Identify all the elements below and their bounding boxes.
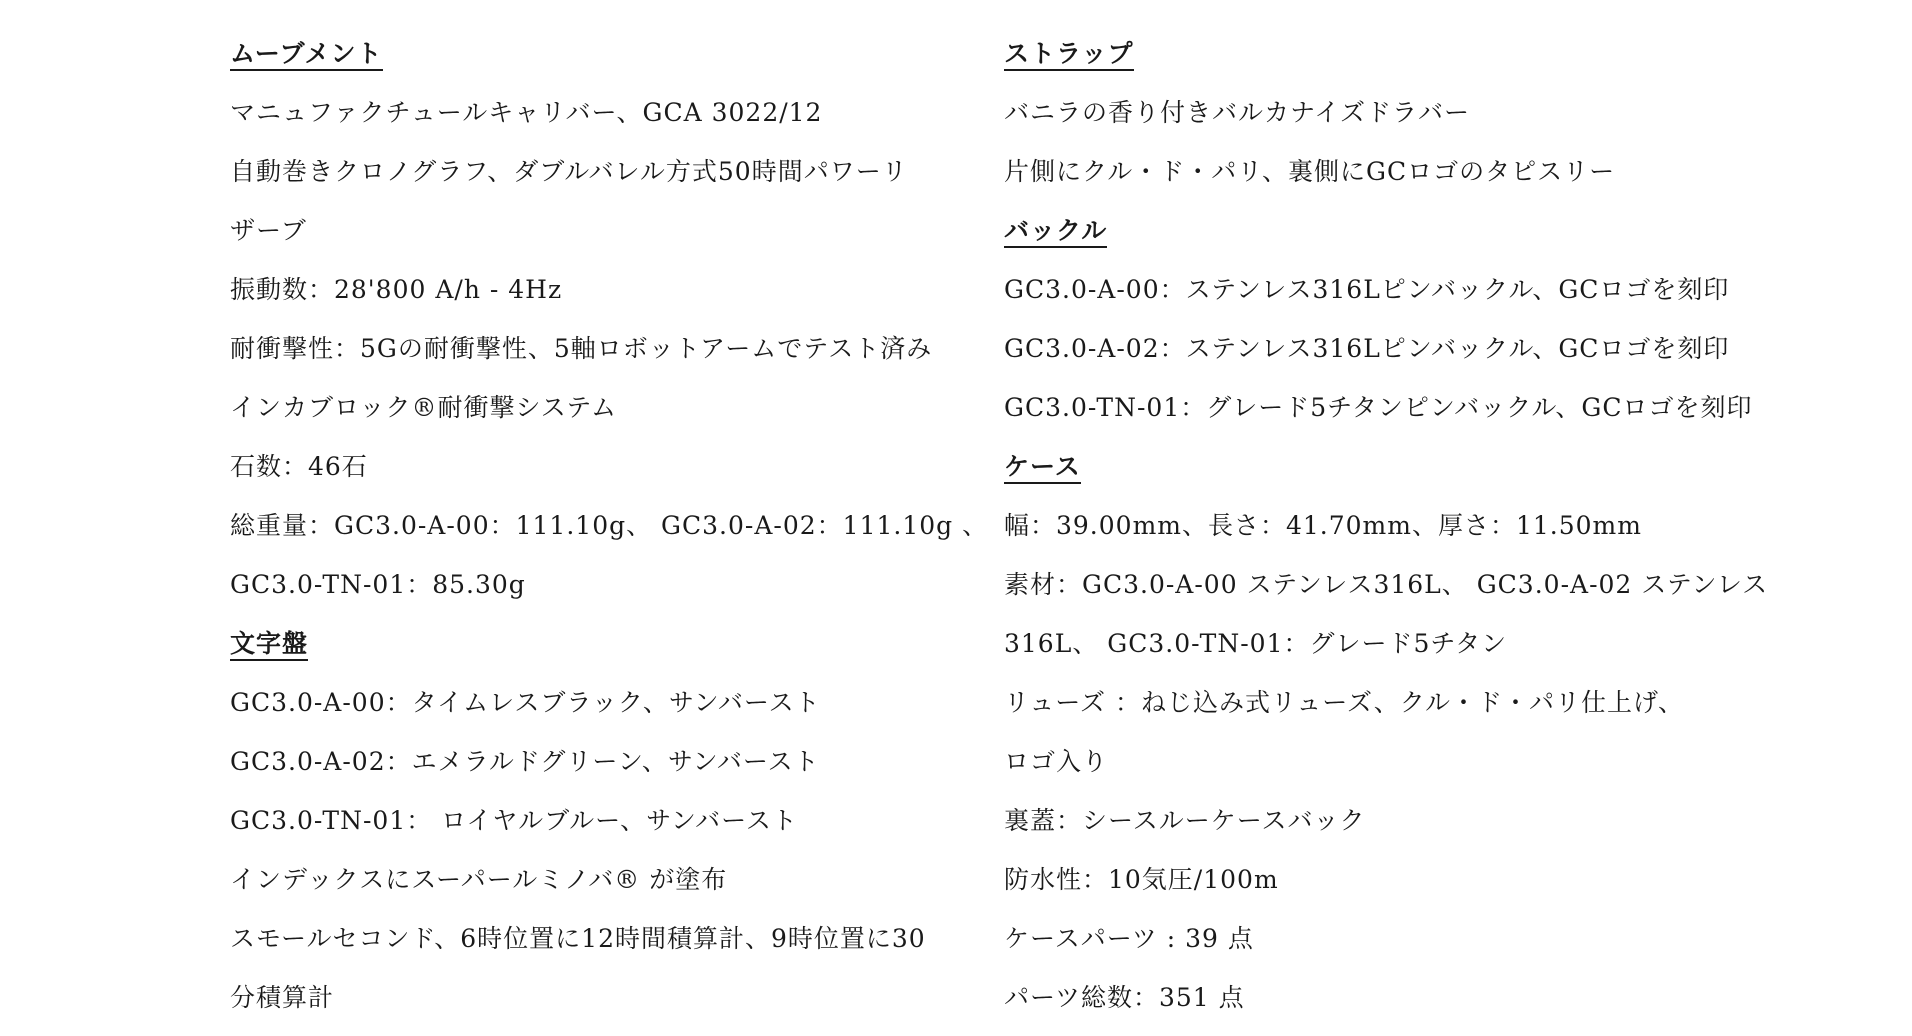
section-heading-movement: ムーブメント [230,33,990,92]
case-line: リューズ ：ねじ込み式リューズ、クル・ド・パリ仕上げ、 [1004,688,1684,717]
section-heading-dial: 文字盤 [230,623,990,682]
movement-line: インカブロック®耐衝撃システム [230,393,618,422]
movement-line: 耐衝撃性：5Gの耐衝撃性、5軸ロボットアームでテスト済み [230,334,933,363]
strap-line: 片側にクル・ド・パリ、裏側にGCロゴのタピスリー [1004,157,1616,186]
case-line: パーツ総数：351 点 [1004,983,1245,1012]
case-line: 裏蓋：シースルーケースバック [1004,806,1366,835]
movement-line: 自動巻きクロノグラフ、ダブルバレル方式50時間パワーリ [230,157,908,186]
dial-line: インデックスにスーパールミノバ® が塗布 [230,865,728,894]
movement-line: 振動数：28'800 A/h - 4Hz [230,275,563,304]
movement-line: マニュファクチュールキャリバー、GCA 3022/12 [230,98,823,127]
case-line: ロゴ入り [1004,747,1109,776]
movement-line: ザーブ [230,216,307,245]
strap-line: バニラの香り付きバルカナイズドラバー [1004,98,1471,127]
dial-line: GC3.0-A-00：タイムレスブラック、サンバースト [230,688,821,717]
buckle-line: GC3.0-A-02：ステンレス316Lピンバックル、GCロゴを刻印 [1004,334,1730,363]
case-line: 素材：GC3.0-A-00 ステンレス316L、 GC3.0-A-02 ステンレス [1004,570,1769,599]
buckle-line: GC3.0-TN-01：グレード5チタンピンバックル、GCロゴを刻印 [1004,393,1753,422]
movement-line: GC3.0-TN-01：85.30g [230,570,526,599]
dial-line: スモールセコンド、6時位置に12時間積算計、9時位置に30 [230,924,926,953]
movement-line: 総重量：GC3.0-A-00：111.10g、 GC3.0-A-02：111.10g 、 [230,511,989,540]
case-line: 316L、 GC3.0-TN-01：グレード5チタン [1004,629,1508,658]
case-line: 防水性：10気圧/100m [1004,865,1279,894]
case-line: ケースパーツ : 39 点 [1004,924,1254,953]
dial-line: GC3.0-TN-01： ロイヤルブルー、サンバースト [230,806,798,835]
case-line: 幅：39.00mm、長さ：41.70mm、厚さ：11.50mm [1004,511,1642,540]
left-column [230,33,990,1036]
dial-line: GC3.0-A-02：エメラルドグリーン、サンバースト [230,747,820,776]
right-column [1004,33,1769,1036]
buckle-line: GC3.0-A-00：ステンレス316Lピンバックル、GCロゴを刻印 [1004,275,1730,304]
section-heading-case: ケース [1004,446,1764,505]
section-heading-strap: ストラップ [1004,33,1764,92]
movement-line: 石数：46石 [230,452,368,481]
dial-line: 分積算計 [230,983,335,1012]
section-heading-buckle: バックル [1004,210,1764,269]
